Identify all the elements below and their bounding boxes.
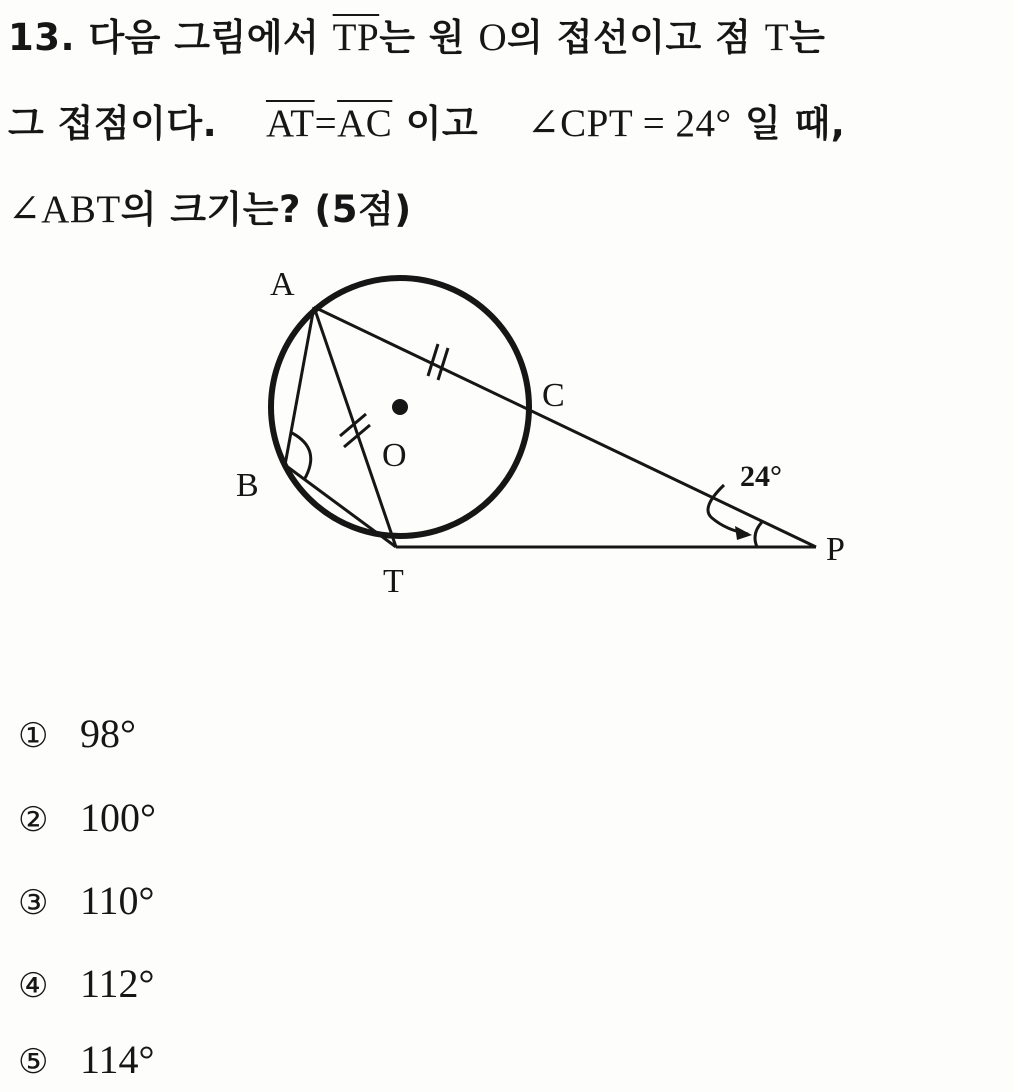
segment-bt bbox=[285, 465, 396, 547]
choice-number: ② bbox=[18, 800, 49, 840]
choice-number: ④ bbox=[18, 966, 49, 1006]
question-text: 의 크기는? (5점) bbox=[120, 188, 412, 231]
label-p: P bbox=[826, 531, 845, 568]
angle-label-24: 24° bbox=[740, 460, 782, 493]
question-text: 의 접선이고 점 bbox=[507, 16, 752, 59]
label-a: A bbox=[270, 266, 295, 303]
segment-ac: $\overline{AC}$ bbox=[337, 102, 393, 145]
arrowhead bbox=[735, 526, 752, 540]
choice-5[interactable] bbox=[18, 1030, 155, 1090]
label-b: B bbox=[236, 467, 259, 504]
choice-3[interactable] bbox=[18, 871, 155, 931]
choice-number: ⑤ bbox=[18, 1042, 49, 1082]
choice-value: 100° bbox=[80, 795, 156, 840]
label-t: T bbox=[383, 563, 404, 600]
label-c: C bbox=[542, 377, 565, 414]
choice-2[interactable] bbox=[18, 788, 156, 848]
choice-value: 98° bbox=[80, 711, 136, 756]
point-name: T bbox=[764, 16, 790, 59]
segment-ap bbox=[314, 307, 816, 547]
angle-arc-p bbox=[755, 521, 763, 547]
choice-value: 112° bbox=[80, 961, 155, 1006]
segment-at: $\overline{AT}$ bbox=[265, 102, 315, 145]
question-number: 13. bbox=[8, 16, 76, 59]
circle-name: O bbox=[478, 16, 508, 59]
question-text: 이고 bbox=[405, 102, 479, 145]
choice-4[interactable] bbox=[18, 954, 155, 1014]
choice-number: ① bbox=[18, 716, 49, 756]
given-angle: ∠CPT = 24° bbox=[526, 102, 732, 145]
center-point-o bbox=[392, 399, 408, 415]
label-o: O bbox=[382, 437, 407, 474]
question-text: 는 bbox=[789, 16, 826, 59]
question-text: 다음 그림에서 bbox=[88, 16, 320, 59]
tick-marks-ac bbox=[428, 344, 448, 380]
question-text: 그 접점이다. bbox=[8, 102, 218, 145]
choice-value: 114° bbox=[80, 1037, 155, 1082]
choice-number: ③ bbox=[18, 883, 49, 923]
segment-tp: $\overline{TP}$ bbox=[332, 16, 380, 59]
choice-1[interactable] bbox=[18, 704, 136, 764]
choice-value: 110° bbox=[80, 878, 155, 923]
question-text: 는 원 bbox=[379, 16, 466, 59]
asked-angle: ∠ABT bbox=[8, 188, 121, 231]
equals-sign: = bbox=[314, 102, 338, 145]
question-text: 일 때, bbox=[744, 102, 846, 145]
